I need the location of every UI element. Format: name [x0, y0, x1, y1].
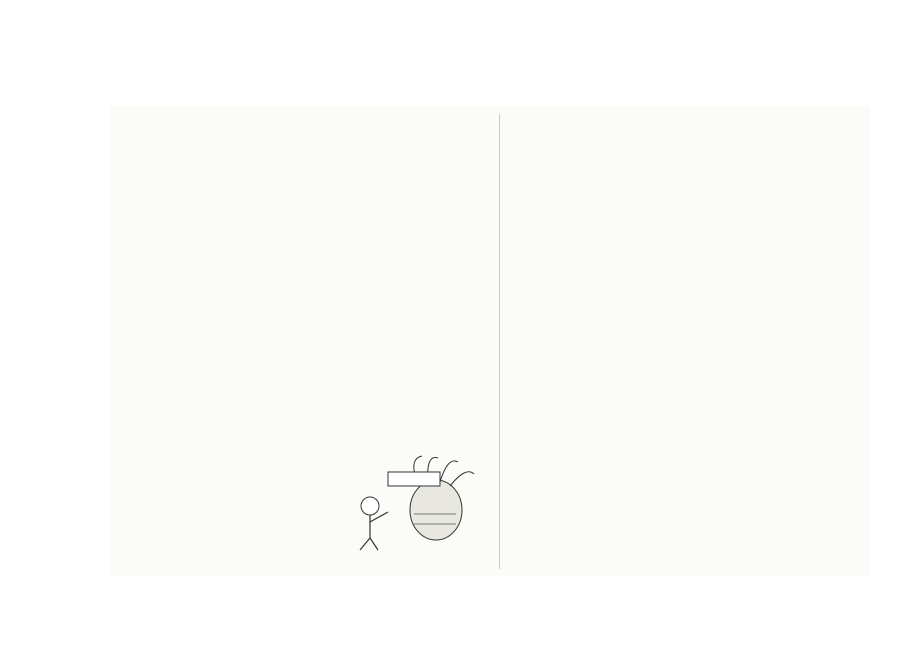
trade-export-chart [788, 350, 920, 472]
exam-paper [110, 106, 870, 576]
right-page [502, 106, 870, 576]
left-page [110, 106, 496, 576]
garlic-cartoon [348, 454, 482, 552]
supply-demand-graphs [514, 120, 870, 196]
figure-head-shape [361, 497, 379, 515]
figure-body-shape [360, 512, 388, 550]
price-sign-shape [388, 472, 440, 486]
page-fold-divider [499, 114, 500, 569]
garlic-bulb-shape [410, 480, 462, 540]
